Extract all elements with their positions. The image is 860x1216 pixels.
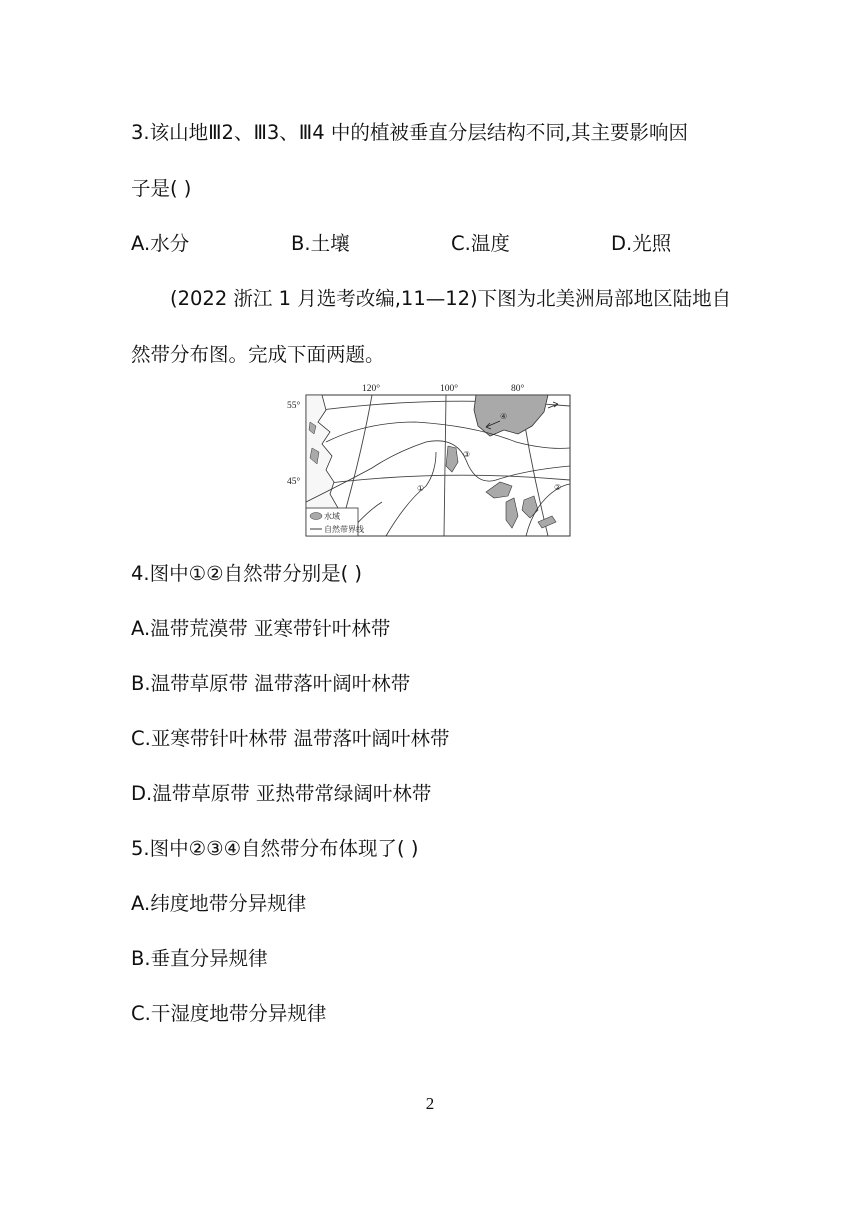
lat-label-45: 45° — [287, 477, 301, 487]
zone-label-1: ① — [417, 484, 425, 493]
q5-option-b: B.垂直分异规律 — [131, 947, 268, 970]
legend-boundary-label: 自然带界线 — [324, 525, 364, 534]
zone-label-2: ② — [554, 483, 562, 492]
legend-water-label: 水域 — [324, 512, 340, 521]
q4-option-d: D.温带草原带 亚热带常绿阔叶林带 — [131, 782, 432, 805]
lon-label-80: 80° — [511, 384, 525, 394]
q4-option-c: C.亚寒带针叶林带 温带落叶阔叶林带 — [131, 727, 450, 750]
q3-stem-line1: 3.该山地Ⅲ2、Ⅲ3、Ⅲ4 中的植被垂直分层结构不同,其主要影响因 — [131, 121, 689, 144]
zone-label-4: ④ — [500, 412, 508, 421]
north-america-natural-zone-map — [286, 382, 572, 538]
q4-option-b: B.温带草原带 温带落叶阔叶林带 — [131, 672, 411, 695]
q3-option-d: D.光照 — [611, 232, 672, 255]
q5-option-c: C.干湿度地带分异规律 — [131, 1002, 327, 1025]
page-number: 2 — [425, 1094, 435, 1113]
q3-option-c: C.温度 — [451, 232, 510, 255]
lon-label-120: 120° — [362, 384, 381, 394]
lat-label-55: 55° — [287, 401, 301, 411]
intro-line1: (2022 浙江 1 月选考改编,11—12)下图为北美洲局部地区陆地自 — [170, 287, 732, 310]
q5-option-a: A.纬度地带分异规律 — [131, 892, 307, 915]
q3-stem-line2: 子是( ) — [131, 177, 192, 200]
zone-label-3: ③ — [463, 450, 471, 459]
q5-stem: 5.图中②③④自然带分布体现了( ) — [131, 837, 419, 860]
intro-line2: 然带分布图。完成下面两题。 — [131, 343, 385, 366]
legend-water-swatch — [310, 513, 322, 520]
q4-option-a: A.温带荒漠带 亚寒带针叶林带 — [131, 617, 391, 640]
q3-option-a: A.水分 — [131, 232, 190, 255]
q4-stem: 4.图中①②自然带分别是( ) — [131, 562, 362, 585]
lon-label-100: 100° — [440, 384, 459, 394]
q3-option-b: B.土壤 — [291, 232, 350, 255]
